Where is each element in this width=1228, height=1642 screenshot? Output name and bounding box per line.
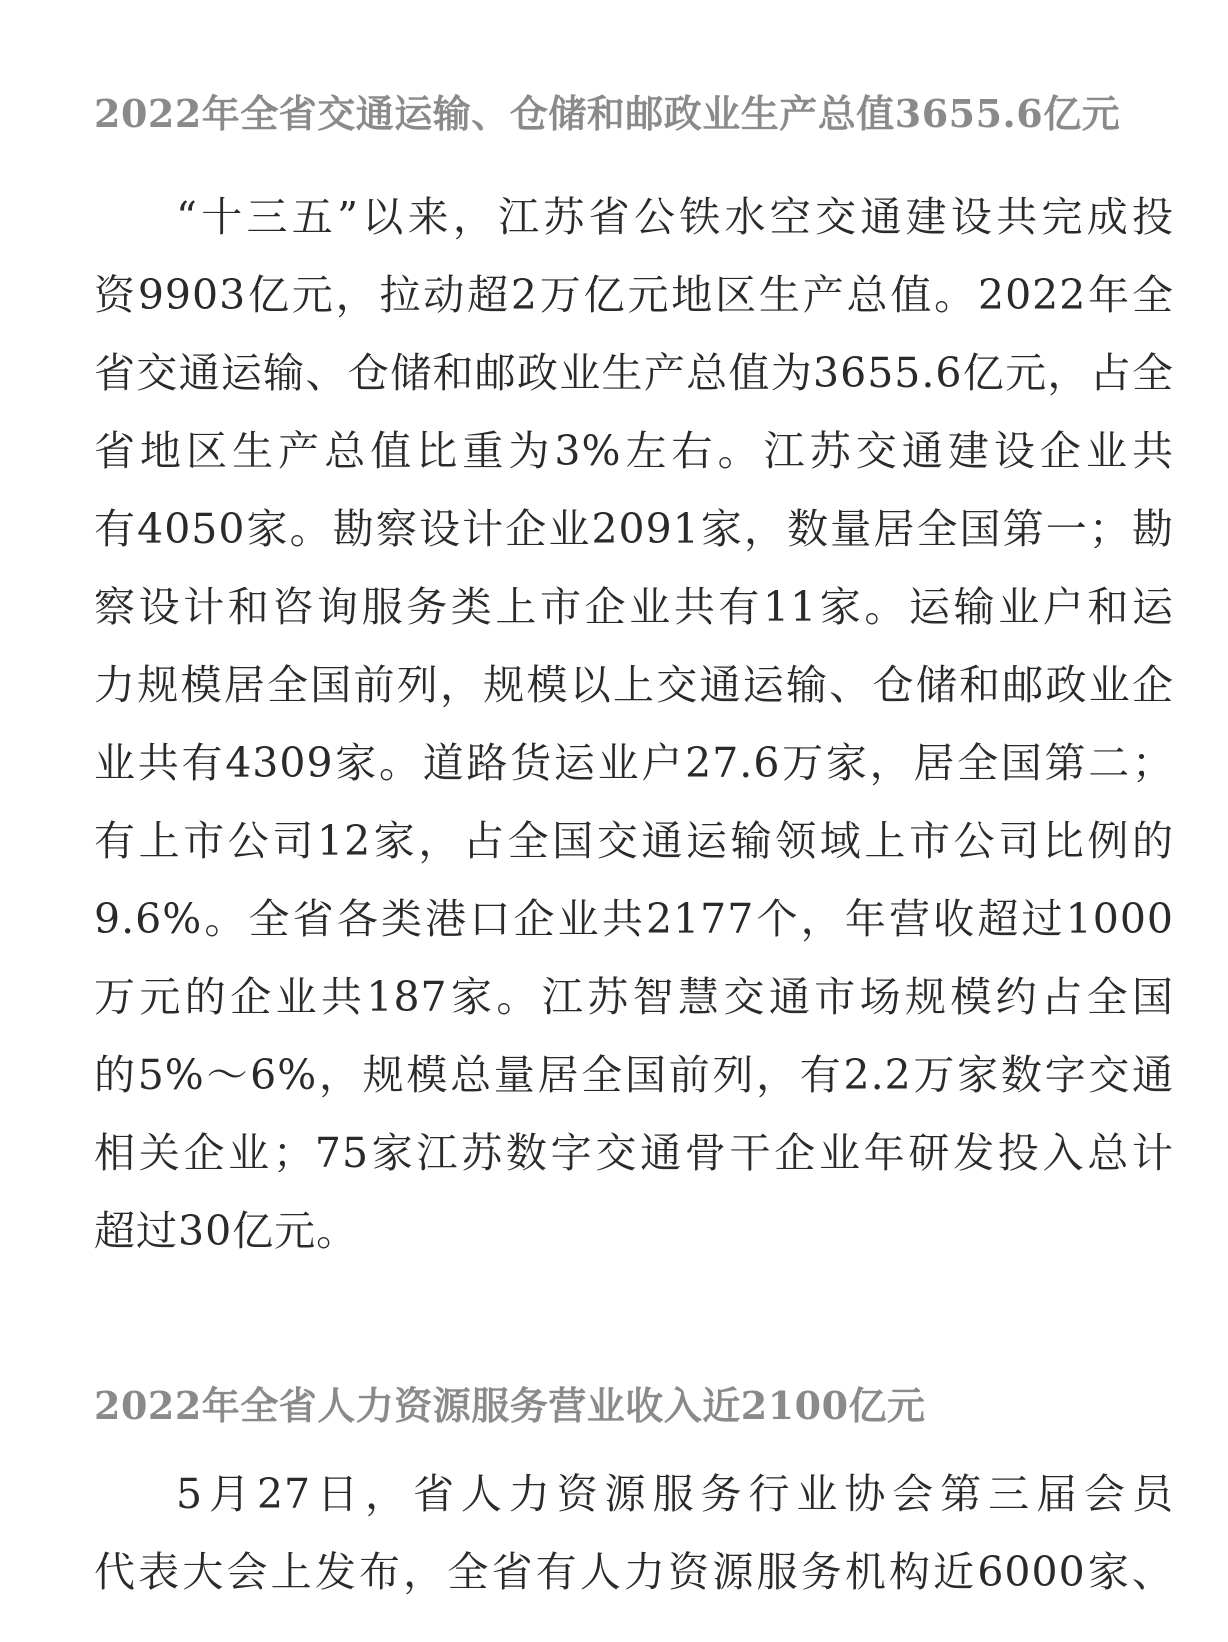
- paragraph-line: 代表大会上发布，全省有人力资源服务机构近6000家、: [94, 1548, 1174, 1596]
- paragraph-line: 省地区生产总值比重为3%左右。江苏交通建设企业共: [94, 427, 1174, 475]
- paragraph-line: 有上市公司12家，占全国交通运输领域上市公司比例的: [94, 817, 1174, 865]
- section-heading-hr-services: 2022年全省人力资源服务营业收入近2100亿元: [94, 1383, 926, 1428]
- paragraph-line: 资9903亿元，拉动超2万亿元地区生产总值。2022年全: [94, 271, 1174, 319]
- paragraph-hr-services: [94, 1455, 1174, 1611]
- paragraph-line: 9.6%。全省各类港口企业共2177个，年营收超过1000: [94, 895, 1174, 943]
- paragraph-line: 业共有4309家。道路货运业户27.6万家，居全国第二；: [94, 739, 1174, 787]
- paragraph-line: 万元的企业共187家。江苏智慧交通市场规模约占全国: [94, 973, 1174, 1021]
- paragraph-transport: [94, 178, 1174, 1270]
- paragraph-line: 相关企业；75家江苏数字交通骨干企业年研发投入总计: [94, 1129, 1174, 1177]
- paragraph-line: 有4050家。勘察设计企业2091家，数量居全国第一；勘: [94, 505, 1174, 553]
- paragraph-line: 的5%～6%，规模总量居全国前列，有2.2万家数字交通: [94, 1051, 1174, 1099]
- paragraph-line: 5月27日，省人力资源服务行业协会第三届会员: [176, 1470, 1174, 1518]
- paragraph-line: 察设计和咨询服务类上市企业共有11家。运输业户和运: [94, 583, 1174, 631]
- paragraph-line: “十三五”以来，江苏省公铁水空交通建设共完成投: [176, 193, 1174, 241]
- paragraph-line: 超过30亿元。: [94, 1207, 359, 1255]
- paragraph-line: 力规模居全国前列，规模以上交通运输、仓储和邮政业企: [94, 661, 1174, 709]
- paragraph-line: 省交通运输、仓储和邮政业生产总值为3655.6亿元，占全: [94, 349, 1174, 397]
- section-heading-transport: 2022年全省交通运输、仓储和邮政业生产总值3655.6亿元: [94, 91, 1121, 136]
